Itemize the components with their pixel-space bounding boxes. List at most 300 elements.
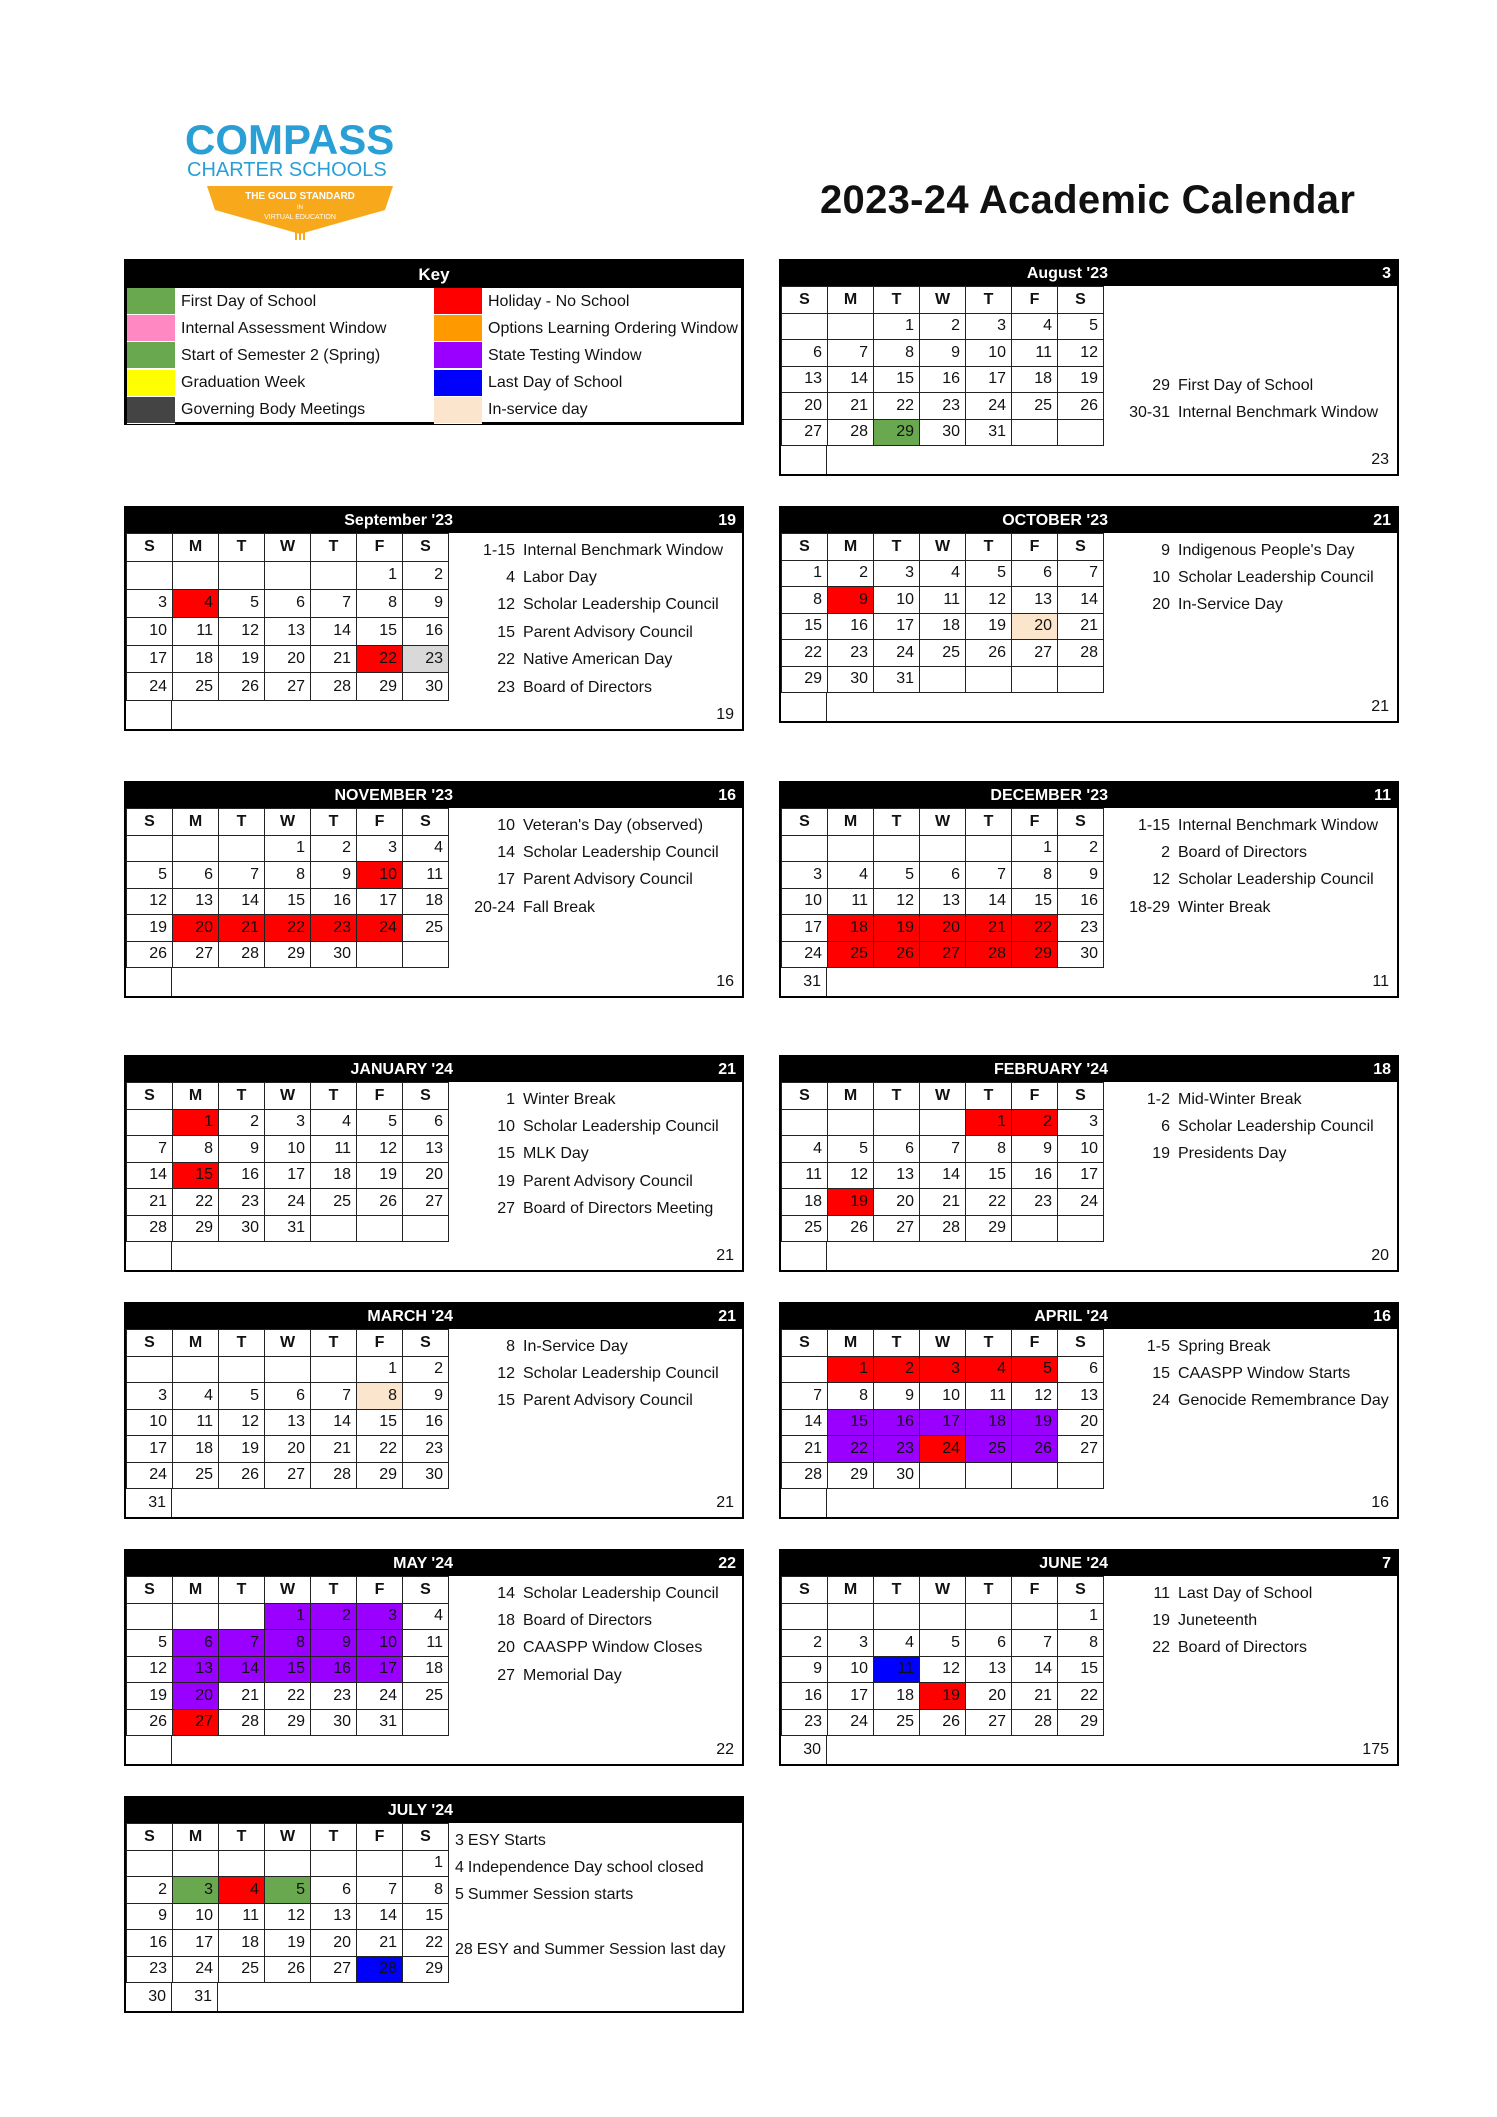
day-cell: 29	[1058, 1709, 1104, 1736]
day-cell: 21	[1012, 1683, 1058, 1710]
day-cell: 16	[311, 1656, 357, 1683]
day-cell: 4	[920, 560, 966, 587]
key-item	[127, 288, 434, 315]
month-december-2023	[779, 781, 1399, 998]
day-cell: 20	[1058, 1409, 1104, 1436]
weekday-label: M	[828, 287, 874, 314]
key-item	[434, 315, 741, 342]
day-cell: 21	[966, 915, 1012, 942]
day-cell: 24	[782, 941, 828, 968]
event-note	[1110, 839, 1393, 866]
day-cell: 12	[127, 888, 173, 915]
day-cell: 13	[173, 888, 219, 915]
month-march-2024	[124, 1302, 744, 1519]
month-header	[126, 1798, 742, 1823]
day-cell: 31	[874, 666, 920, 693]
day-cell: 17	[173, 1930, 219, 1957]
day-cell: 4	[403, 835, 449, 862]
day-cell	[920, 666, 966, 693]
event-date: 12	[1152, 871, 1170, 889]
day-cell: 24	[127, 1462, 173, 1489]
day-cell: 7	[828, 340, 874, 367]
day-cell: 1	[357, 561, 403, 589]
day-cell: 8	[828, 1383, 874, 1410]
event-text: Presidents Day	[1178, 1145, 1287, 1163]
key-item	[434, 397, 741, 424]
weekday-label: T	[311, 1083, 357, 1110]
day-cell: 29	[265, 941, 311, 968]
event-date: 10	[497, 816, 515, 834]
event-note	[455, 1607, 738, 1634]
weekday-label: M	[828, 1577, 874, 1604]
event-text: Veteran's Day (observed)	[523, 816, 704, 834]
month-body	[781, 533, 1397, 693]
day-cell: 27	[1012, 640, 1058, 667]
weekday-label: T	[219, 809, 265, 836]
day-cell: 18	[173, 1436, 219, 1463]
day-cell: 7	[311, 1383, 357, 1410]
week-row	[782, 835, 1104, 862]
day-cell: 11	[782, 1162, 828, 1189]
footer-day-count: 16	[1371, 1494, 1389, 1511]
day-cell: 10	[127, 617, 173, 645]
day-cell: 12	[874, 888, 920, 915]
day-cell: 3	[782, 862, 828, 889]
weekday-header-row	[782, 287, 1104, 314]
month-grid	[781, 1329, 1104, 1489]
week-row	[782, 1683, 1104, 1710]
weekday-label: S	[782, 287, 828, 314]
weekday-label: S	[403, 534, 449, 562]
footer-day-cell	[781, 446, 827, 474]
week-row	[782, 1709, 1104, 1736]
week-row	[127, 1409, 449, 1436]
event-note	[455, 1333, 738, 1360]
footer-day-cell	[126, 968, 172, 996]
month-header	[126, 783, 742, 808]
weekday-label: F	[357, 1577, 403, 1604]
day-cell: 30	[219, 1215, 265, 1242]
week-row	[782, 888, 1104, 915]
day-cell: 2	[874, 1356, 920, 1383]
weekday-label: T	[874, 809, 920, 836]
event-text: Winter Break	[523, 1090, 616, 1108]
day-cell: 24	[265, 1189, 311, 1216]
day-cell: 28	[966, 941, 1012, 968]
month-header	[126, 508, 742, 533]
weekday-label: T	[966, 1083, 1012, 1110]
day-cell: 26	[357, 1189, 403, 1216]
weekday-label: T	[966, 287, 1012, 314]
day-cell: 12	[920, 1656, 966, 1683]
event-date: 23	[497, 678, 515, 696]
key-swatch	[434, 397, 482, 424]
day-cell: 17	[265, 1162, 311, 1189]
event-note	[455, 1854, 738, 1881]
day-cell: 21	[828, 393, 874, 420]
event-date: 10	[1152, 569, 1170, 587]
weekday-label: W	[920, 809, 966, 836]
day-cell	[828, 1109, 874, 1136]
weekday-label: F	[1012, 1083, 1058, 1110]
day-cell: 10	[357, 1630, 403, 1657]
day-cell: 14	[966, 888, 1012, 915]
day-cell	[219, 561, 265, 589]
day-cell: 6	[1058, 1356, 1104, 1383]
day-cell	[782, 1109, 828, 1136]
month-november-2023	[124, 781, 744, 998]
weekday-label: T	[219, 1330, 265, 1357]
month-grid	[781, 1576, 1104, 1736]
day-cell	[403, 1215, 449, 1242]
day-cell: 2	[127, 1877, 173, 1904]
event-date: 10	[497, 1118, 515, 1136]
day-cell: 15	[1012, 888, 1058, 915]
month-june-2024	[779, 1549, 1399, 1766]
day-cell: 29	[1012, 941, 1058, 968]
day-cell	[219, 1850, 265, 1877]
day-cell: 7	[966, 862, 1012, 889]
month-september-2023	[124, 506, 744, 731]
event-text: Scholar Leadership Council	[523, 1365, 719, 1383]
event-note	[1110, 564, 1393, 591]
event-note	[1110, 812, 1393, 839]
day-cell: 8	[265, 862, 311, 889]
month-body	[126, 1082, 742, 1242]
day-cell: 13	[403, 1136, 449, 1163]
day-cell: 9	[782, 1656, 828, 1683]
day-cell: 27	[265, 673, 311, 701]
month-footer	[126, 1736, 742, 1764]
day-cell	[127, 1603, 173, 1630]
day-cell	[920, 835, 966, 862]
event-date: 22	[497, 651, 515, 669]
month-header	[781, 1057, 1397, 1082]
key-swatch	[434, 288, 482, 315]
day-cell	[1058, 666, 1104, 693]
event-date: 30-31	[1129, 404, 1170, 422]
weekday-label: M	[173, 1577, 219, 1604]
key-swatch	[127, 370, 175, 397]
day-cell: 11	[403, 1630, 449, 1657]
month-notes	[1104, 1082, 1397, 1242]
key-label: In-service day	[488, 401, 588, 419]
day-cell: 16	[311, 888, 357, 915]
day-cell: 15	[357, 617, 403, 645]
event-date: 1-15	[482, 541, 515, 559]
day-cell: 16	[828, 613, 874, 640]
day-cell: 28	[219, 1709, 265, 1736]
weekday-label: T	[874, 1577, 920, 1604]
weekday-label: S	[782, 1330, 828, 1357]
event-date: 15	[497, 1392, 515, 1410]
event-date: 6	[1161, 1118, 1170, 1136]
event-text: ESY and Summer Session last day	[476, 1941, 726, 1959]
day-cell: 28	[828, 419, 874, 446]
day-cell: 12	[127, 1656, 173, 1683]
week-row	[127, 645, 449, 673]
day-cell: 4	[874, 1630, 920, 1657]
day-cell: 21	[311, 1436, 357, 1463]
day-cell: 6	[311, 1877, 357, 1904]
day-cell: 19	[127, 915, 173, 942]
event-note	[1110, 592, 1393, 619]
weekday-label: M	[173, 1083, 219, 1110]
month-header	[781, 1551, 1397, 1576]
event-note	[455, 1196, 738, 1223]
month-footer	[781, 1242, 1397, 1270]
day-cell	[966, 1603, 1012, 1630]
calendar-key	[124, 259, 744, 425]
day-cell: 1	[828, 1356, 874, 1383]
day-cell: 3	[127, 1383, 173, 1410]
day-cell: 7	[1058, 560, 1104, 587]
day-cell: 26	[920, 1709, 966, 1736]
event-note	[1110, 894, 1393, 921]
day-cell: 7	[357, 1877, 403, 1904]
event-text: CAASPP Window Starts	[1178, 1365, 1351, 1383]
key-right-column	[434, 288, 741, 424]
month-day-count: 21	[1373, 512, 1391, 529]
day-cell: 27	[1058, 1436, 1104, 1463]
day-cell: 19	[1012, 1409, 1058, 1436]
weekday-label: W	[920, 534, 966, 561]
event-note	[1110, 1113, 1393, 1140]
day-cell: 31	[265, 1215, 311, 1242]
weekday-label: S	[403, 1824, 449, 1851]
weekday-label: T	[311, 1577, 357, 1604]
weekday-label: S	[1058, 1577, 1104, 1604]
month-day-count: 18	[1373, 1061, 1391, 1078]
weekday-label: S	[127, 1577, 173, 1604]
month-header	[781, 508, 1397, 533]
day-cell: 29	[966, 1215, 1012, 1242]
day-cell	[357, 1850, 403, 1877]
month-name: MAY '24	[393, 1555, 453, 1572]
day-cell: 8	[874, 340, 920, 367]
day-cell: 6	[265, 1383, 311, 1410]
day-cell	[219, 835, 265, 862]
event-note	[455, 1662, 738, 1689]
day-cell: 15	[966, 1162, 1012, 1189]
weekday-label: S	[1058, 1330, 1104, 1357]
week-row	[127, 1877, 449, 1904]
day-cell: 27	[403, 1189, 449, 1216]
day-cell: 24	[828, 1709, 874, 1736]
day-cell: 9	[874, 1383, 920, 1410]
event-text: ESY Starts	[467, 1831, 546, 1849]
month-grid	[781, 1082, 1104, 1242]
day-cell: 10	[828, 1656, 874, 1683]
day-cell: 23	[219, 1189, 265, 1216]
day-cell: 23	[403, 1436, 449, 1463]
month-notes	[449, 533, 742, 701]
day-cell: 8	[782, 587, 828, 614]
month-name: OCTOBER '23	[1002, 512, 1108, 529]
day-cell: 28	[127, 1215, 173, 1242]
month-notes	[1104, 808, 1397, 968]
day-cell: 28	[219, 941, 265, 968]
day-cell: 5	[920, 1630, 966, 1657]
day-cell: 1	[357, 1356, 403, 1383]
month-header	[781, 261, 1397, 286]
key-swatch	[127, 397, 175, 424]
weekday-label: T	[874, 1083, 920, 1110]
footer-day-cell	[781, 1489, 827, 1517]
event-note	[1110, 867, 1393, 894]
day-cell: 5	[828, 1136, 874, 1163]
day-cell: 4	[966, 1356, 1012, 1383]
day-cell: 20	[920, 915, 966, 942]
event-note	[455, 839, 738, 866]
day-cell: 26	[127, 1709, 173, 1736]
week-row	[127, 1656, 449, 1683]
day-cell: 30	[403, 1462, 449, 1489]
month-footer	[126, 1983, 742, 2011]
month-name: JUNE '24	[1039, 1555, 1108, 1572]
weekday-label: T	[219, 534, 265, 562]
month-grid	[781, 808, 1104, 968]
logo-badge-bottom: VIRTUAL EDUCATION	[264, 214, 336, 221]
key-item	[434, 370, 741, 397]
event-text: Scholar Leadership Council	[1178, 569, 1374, 587]
weekday-label: T	[311, 1824, 357, 1851]
week-row	[127, 888, 449, 915]
key-swatch	[434, 315, 482, 342]
weekday-label: F	[357, 809, 403, 836]
day-cell: 25	[311, 1189, 357, 1216]
day-cell: 12	[1012, 1383, 1058, 1410]
weekday-label: S	[127, 809, 173, 836]
day-cell	[874, 1109, 920, 1136]
event-text: Board of Directors	[523, 678, 652, 696]
day-cell: 20	[265, 1436, 311, 1463]
weekday-label: S	[403, 1083, 449, 1110]
day-cell: 6	[782, 340, 828, 367]
day-cell	[966, 835, 1012, 862]
month-notes	[1104, 1329, 1397, 1489]
key-label: First Day of School	[181, 292, 317, 310]
footer-day-cell: 31	[126, 1489, 172, 1517]
event-date: 8	[506, 1337, 515, 1355]
event-date: 19	[1152, 1145, 1170, 1163]
month-name: APRIL '24	[1034, 1308, 1108, 1325]
weekday-header-row	[782, 1330, 1104, 1357]
day-cell: 25	[874, 1709, 920, 1736]
day-cell: 17	[782, 915, 828, 942]
event-note	[455, 1909, 738, 1936]
day-cell: 7	[219, 862, 265, 889]
day-cell: 1	[265, 835, 311, 862]
week-row	[782, 1436, 1104, 1463]
event-text: Scholar Leadership Council	[523, 1584, 719, 1602]
month-footer	[126, 1489, 742, 1517]
event-text: Juneteenth	[1178, 1612, 1258, 1630]
weekday-header-row	[127, 1824, 449, 1851]
day-cell: 5	[966, 560, 1012, 587]
event-note	[1110, 1635, 1393, 1662]
event-note	[1110, 1580, 1393, 1607]
day-cell: 17	[357, 888, 403, 915]
day-cell: 27	[920, 941, 966, 968]
day-cell: 9	[920, 340, 966, 367]
day-cell	[828, 835, 874, 862]
event-text: Native American Day	[523, 651, 673, 669]
day-cell: 19	[828, 1189, 874, 1216]
weekday-label: F	[1012, 1330, 1058, 1357]
week-row	[782, 313, 1104, 340]
event-text: Summer Session starts	[467, 1886, 634, 1904]
weekday-label: S	[403, 1577, 449, 1604]
event-note	[455, 812, 738, 839]
day-cell	[874, 1603, 920, 1630]
day-cell: 26	[127, 941, 173, 968]
day-cell: 6	[1012, 560, 1058, 587]
footer-day-count: 22	[716, 1741, 734, 1758]
event-text: Parent Advisory Council	[523, 623, 693, 641]
month-footer	[781, 693, 1397, 721]
footer-day-cell: 30	[781, 1736, 827, 1764]
day-cell: 4	[403, 1603, 449, 1630]
event-date: 4	[455, 1859, 464, 1877]
event-date: 15	[1152, 1365, 1170, 1383]
week-row	[782, 1356, 1104, 1383]
event-note	[1110, 372, 1393, 399]
weekday-label: S	[403, 1330, 449, 1357]
day-cell: 23	[1058, 915, 1104, 942]
day-cell: 18	[403, 1656, 449, 1683]
month-day-count: 11	[1374, 787, 1391, 804]
event-text: Internal Benchmark Window	[1178, 816, 1379, 834]
day-cell: 10	[920, 1383, 966, 1410]
event-note	[455, 647, 738, 674]
month-grid	[126, 1082, 449, 1242]
key-label: Graduation Week	[181, 374, 306, 392]
day-cell: 3	[357, 835, 403, 862]
weekday-label: F	[1012, 1577, 1058, 1604]
event-note	[455, 1388, 738, 1415]
weekday-label: S	[127, 1083, 173, 1110]
week-row	[127, 617, 449, 645]
week-row	[782, 666, 1104, 693]
day-cell: 14	[127, 1162, 173, 1189]
week-row	[782, 587, 1104, 614]
month-grid	[126, 533, 449, 701]
day-cell: 6	[966, 1630, 1012, 1657]
month-day-count: 16	[1373, 1308, 1391, 1325]
day-cell	[311, 1356, 357, 1383]
day-cell: 6	[265, 589, 311, 617]
day-cell: 21	[1058, 613, 1104, 640]
day-cell: 12	[966, 587, 1012, 614]
weekday-label: M	[828, 1330, 874, 1357]
day-cell	[357, 1215, 403, 1242]
day-cell: 22	[966, 1189, 1012, 1216]
day-cell: 24	[874, 640, 920, 667]
weekday-label: T	[966, 1330, 1012, 1357]
footer-day-cell	[781, 693, 827, 721]
footer-day-cell	[781, 1242, 827, 1270]
weekday-label: M	[828, 1083, 874, 1110]
day-cell: 4	[173, 589, 219, 617]
event-date: 11	[1153, 1584, 1170, 1602]
weekday-label: S	[127, 1824, 173, 1851]
event-text: Spring Break	[1178, 1337, 1271, 1355]
week-row	[127, 1850, 449, 1877]
day-cell: 3	[1058, 1109, 1104, 1136]
key-item	[434, 288, 741, 315]
day-cell: 13	[966, 1656, 1012, 1683]
